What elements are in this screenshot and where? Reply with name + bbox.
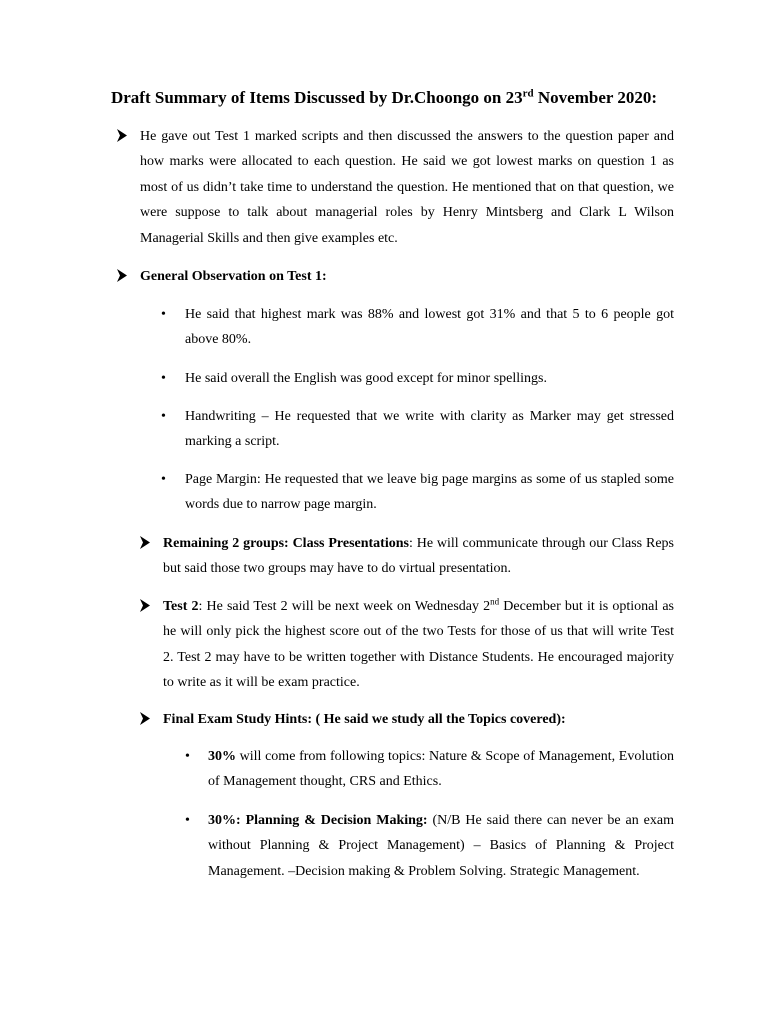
heading-text: Remaining 2 groups: Class Presentations (163, 536, 409, 551)
item-superscript: nd (490, 596, 500, 607)
item-text: : He said Test 2 will be next week on Wednesday 2 (198, 599, 491, 614)
arrow-bullet-icon (116, 123, 128, 148)
item-text-end: December but it is optional as he will only pick the highest score out of the two Tests for those of us that will write Test 2. Test 2 may have to be written together with Distance Students. He encouraged majority to write as it will be exam practice. (163, 599, 675, 691)
observation-bullet: He said that highest mark was 88% and lowest got 31% and that 5 to 6 people got above 80%. (185, 307, 674, 348)
bullet-dot: • (161, 371, 166, 386)
bullet-dot: • (161, 409, 166, 424)
document-title (0, 86, 768, 110)
hint-bold: 30% (208, 749, 236, 764)
observation-bullet: Page Margin: He requested that we leave big page margins as some of us stapled some words due to narrow page margin. (185, 472, 674, 513)
heading-text: Final Exam Study Hints: ( He said we study all the Topics covered): (163, 712, 566, 727)
item-final-exam-heading (163, 707, 674, 732)
item-text: : He will communicate through our Class Reps but said those two groups may have to do virtual presentation. (163, 536, 674, 577)
title-text: Draft Summary of Items Discussed by Dr.Choongo on 23 (110, 88, 523, 107)
exam-hint-bullet (208, 808, 674, 884)
arrow-bullet-icon (139, 530, 151, 555)
item-general-observation-heading (140, 264, 674, 289)
bullet-dot: • (161, 472, 166, 487)
arrow-bullet-icon (116, 263, 128, 288)
title-superscript: rd (522, 87, 534, 100)
heading-text: Test 2 (163, 599, 199, 614)
observation-bullet: He said overall the English was good except for minor spellings. (185, 371, 547, 386)
title-text-end: November 2020: (533, 88, 658, 107)
arrow-bullet-icon (139, 706, 151, 731)
bullet-dot: • (161, 307, 166, 322)
bullet-dot: • (185, 749, 190, 764)
item-test2 (163, 594, 674, 696)
exam-hint-bullet (208, 744, 674, 795)
item-class-presentations (163, 531, 674, 582)
heading-text: General Observation on Test 1: (140, 269, 327, 284)
item-test1-scripts: He gave out Test 1 marked scripts and then discussed the answers to the question paper and how marks were allocated to each question. He said we got lowest marks on question 1 as most of us didn’t take time to understand the question. He mentioned that on that question, we were suppose to talk about managerial roles by Henry Mintsberg and Clark L Wilson Managerial Skills and then give examples etc. (140, 129, 674, 246)
hint-bold: 30%: Planning & Decision Making: (208, 813, 428, 828)
hint-text: will come from following topics: Nature & Scope of Management, Evolution of Management thought, CRS and Ethics. (208, 749, 674, 790)
observation-bullet: Handwriting – He requested that we write with clarity as Marker may get stressed marking a script. (185, 409, 674, 450)
arrow-bullet-icon (139, 593, 151, 618)
bullet-dot: • (185, 813, 190, 828)
hint-text: (N/B He said there can never be an exam without Planning & Project Management) – Basics of Planning & Project Management. –Decision making & Problem Solving. Strategic Management. (208, 813, 674, 879)
